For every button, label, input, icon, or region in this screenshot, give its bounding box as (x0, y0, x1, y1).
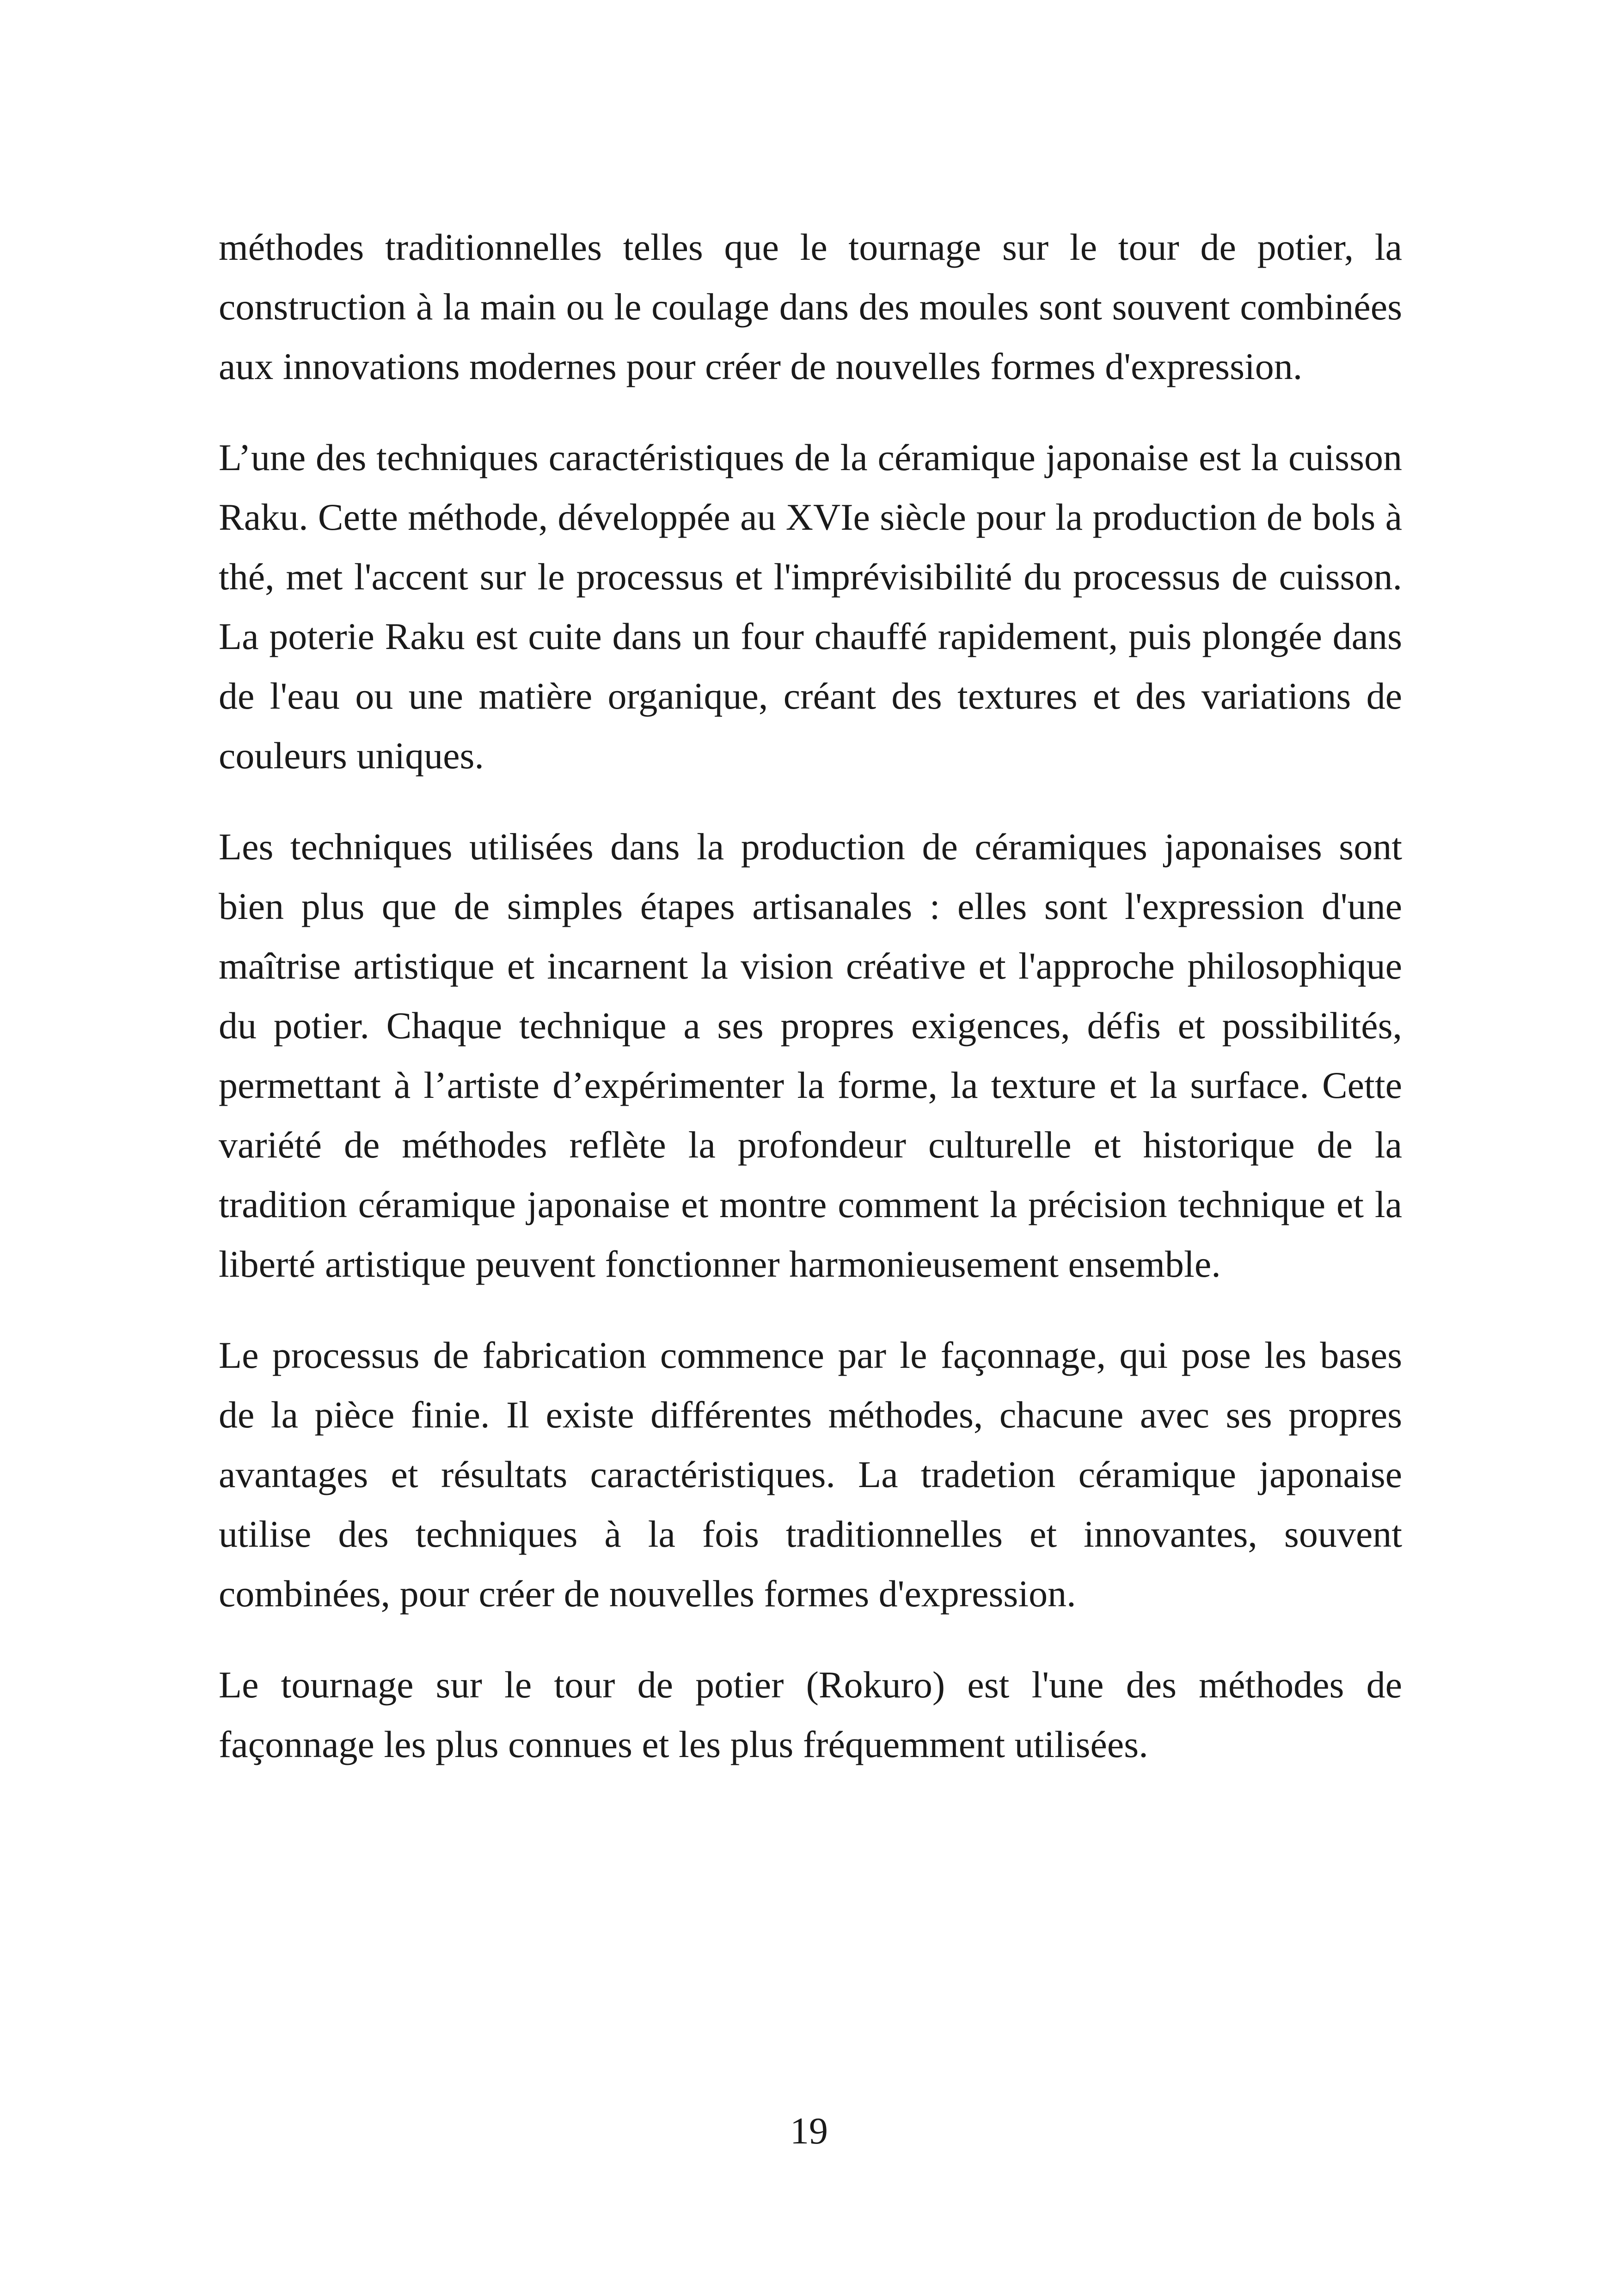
paragraph: L’une des techniques caractéristiques de la céramique japonaise est la cuisson Raku. Cette méthode, développée au XVIe siècle pour la production de bols à thé, met l'accent sur le processus et l'imprévisibilité du processus de cuisson. La poterie Raku est cuite dans un four chauffé rapidement, puis plongée dans de l'eau ou une matière organique, créant des textures et des variations de couleurs uniques. (219, 436, 1402, 777)
paragraph: Le processus de fabrication commence par le façonnage, qui pose les bases de la pièce finie. Il existe différentes méthodes, chacune avec ses propres avantages et résultats caractéristiques. La tradetion céramique japonaise utilise des techniques à la fois traditionnelles et innovantes, souvent combinées, pour créer de nouvelles formes d'expression. (219, 1334, 1402, 1615)
body-text (219, 217, 1402, 1774)
paragraph: Les techniques utilisées dans la production de céramiques japonaises sont bien plus que de simples étapes artisanales : elles sont l'expression d'une maîtrise artistique et incarnent la vision créative et l'approche philosophique du potier. Chaque technique a ses propres exigences, défis et possibilités, permettant à l’artiste d’expérimenter la forme, la texture et la surface. Cette variété de méthodes reflète la profondeur culturelle et historique de la tradition céramique japonaise et montre comment la précision technique et la liberté artistique peuvent fonctionner harmonieusement ensemble. (219, 826, 1402, 1285)
paragraph: Le tournage sur le tour de potier (Rokuro) est l'une des méthodes de façonnage les plus connues et les plus fréquemment utilisées. (219, 1664, 1402, 1765)
page-number: 19 (790, 2110, 828, 2152)
paragraph: méthodes traditionnelles telles que le tournage sur le tour de potier, la construction à la main ou le coulage dans des moules sont souvent combinées aux innovations modernes pour créer de nouvelles formes d'expression. (219, 226, 1402, 387)
